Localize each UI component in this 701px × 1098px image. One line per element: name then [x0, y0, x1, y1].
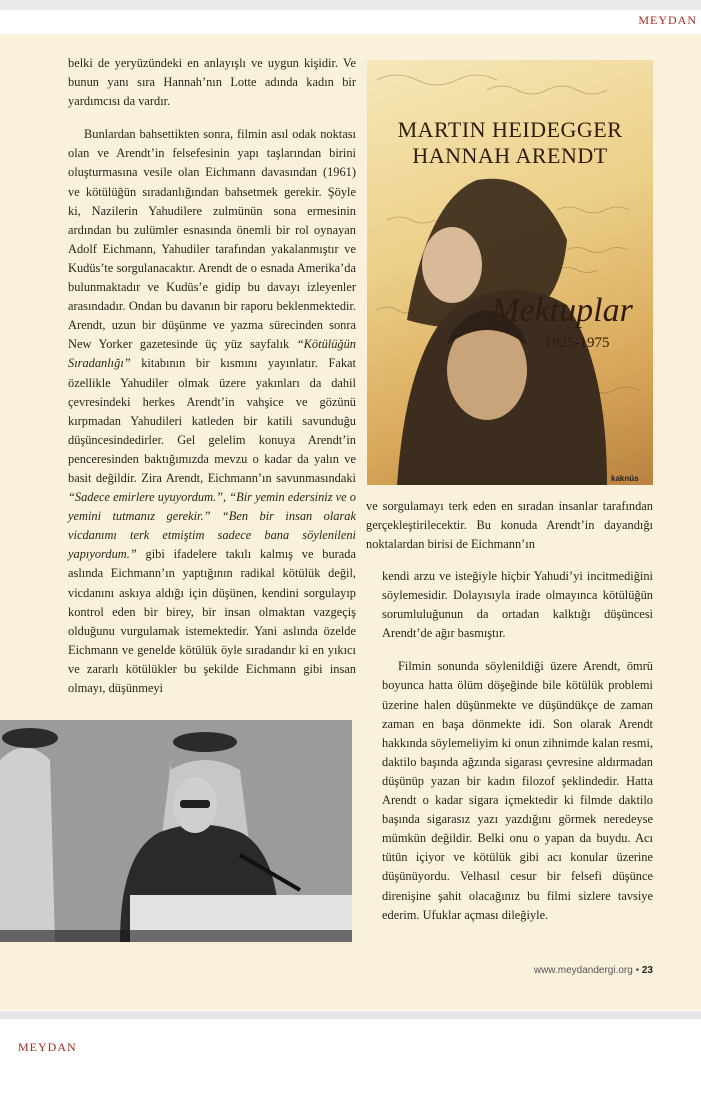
- top-bar: [0, 0, 701, 10]
- article-left-column: [68, 54, 356, 698]
- page-number: 23: [641, 965, 653, 976]
- article-right-column-bottom: [382, 567, 653, 925]
- publisher-logo: kaknüs: [611, 474, 639, 483]
- article-right-column-top: [366, 497, 653, 554]
- paragraph-5: Filmin sonunda söylenildiği üzere Arendt, ömrü boyunca hatta ölüm döşeğinde bile kötülük problemi üzerine halen düşünmekte ve düşündükçe de zaman zaman en başa dönmekte idi. Son olarak Arendt hakkında söylemeliyim ki onun zihnimde kalan resmi, daktilo başında ağzında sigarası çevresine aldırmadan düşünüp yazan bir kadın filozof şeklindedir. Hatta Arendt o kadar sigara içmektedir ki filmde daktilo başında sigarasız yazı yazdığını görmek neredeyse mümkün değildir. Belki onu o yapan da buydu. Acı tütün içiyor ve kötülük gibi acı konular üzerine düşünüyordu. Velhasıl cesur bir felsefi düşünce direnişine şahit olacağınız bu filmi sizlere tavsiye ederim. Ufuklar açması dileğiyle.: [382, 659, 653, 922]
- paragraph-1: belki de yeryüzündeki en anlayışlı ve uygun kişidir. Ve bunun yanı sıra Hannah’nın Lotte adında kadın bir yardımcısı da vardır.: [68, 56, 356, 109]
- book-author-2: HANNAH ARENDT: [412, 143, 608, 168]
- book-author-1: MARTIN HEIDEGGER: [397, 117, 623, 142]
- footer-url[interactable]: www.meydandergi.org: [533, 965, 633, 976]
- brand-label-top: MEYDAN: [638, 13, 697, 27]
- bottom-bar: [0, 1011, 701, 1019]
- trial-photo-art: [0, 720, 352, 942]
- paragraph-3: ve sorgulamayı terk eden en sıradan insanlar tarafından gerçekleştirilecektir. Bu konuda Arendt’in dayandığı noktalardan birisi de Eichmann’ın: [366, 499, 653, 552]
- brand-label-bottom: MEYDAN: [18, 1040, 77, 1054]
- book-cover-image: [367, 60, 653, 485]
- paragraph-2: Bunlardan bahsettikten sonra, filmin asıl odak noktası olan ve Arendt’in felsefesinin yapı taşlarından birini oluşturmasına vesile olan Eichmann davasından (1961) ve kötülüğün sıradanlığından bahsetmek gerekir. Şöyle ki, Nazilerin Yahudilere zulmünün sona ermesinin ardından bu zulümler esnasında önemli bir rol oynayan Adolf Eichmann, Yahudiler tarafından yakalanmıştır ve Kudüs’te sorgulanacaktır. Arendt de o esnada Amerika’da bulunmaktadır ve Kudüs’e gidip bu davayı izleyenler arasındadır. Ondan bu davanın bir raporu beklenmektedir. Arendt, uzun bir düşünme ve yazma sürecinden sonra New Yorker gazetesinde üç yüz sayfalık “Kötülüğün Sıradanlığı” kitabının bir kısmını yayınlatır. Fakat özellikle Yahudiler olmak üzere yakınları da dahil çevresindeki herkes Arendt’in vahşice ve gözünü kırpmadan Yahudileri katleden bir katili savunduğu düşüncesindedirler. Gel gelelim konuya Arendt’in penceresinden baktığımızda mevzu o kadar da yalın ve basit değildir. Zira Arendt, Eichmann’ın savunmasındaki “Sadece emirlere uyuyordum.”, “Bir yemin edersiniz ve o yemini tutmanız gerekir.” “Ben bir insan olarak vicdanımı terk etmiştim sadece bana söylenileni yapıyordum.” gibi ifadelere takılı kalmış ve burada aslında Eichmann’ın yaptığının radikal kötülük değil, vicdanını askıya aldığı için düşünen, kendini sorgulayıp kontrol eden bir birey, bir insan olmaktan vazgeçiş olduğunu vurgulamak istemektedir. Yani aslında özelde Eichmann ve genelde kötülük öyle sıradandır ki en yıkıcı ve zararlı kötülükler bu şekilde Eichmann gibi insan olmayı, düşünmeyi: [68, 127, 356, 695]
- book-title: Mektuplar: [491, 292, 633, 329]
- trial-photo: [0, 720, 352, 942]
- page-footer: [534, 965, 653, 976]
- book-years: 1925-1975: [544, 335, 610, 351]
- footer-separator: •: [635, 965, 640, 976]
- paragraph-4: kendi arzu ve isteğiyle hiçbir Yahudi’yi incitmediğini söylemesidir. Dolayısıyla irade olmayınca kötülüğün sorumluluğunun da ortadan kalktığı düşüncesi Arendt’de ağır basmıştır.: [382, 569, 653, 641]
